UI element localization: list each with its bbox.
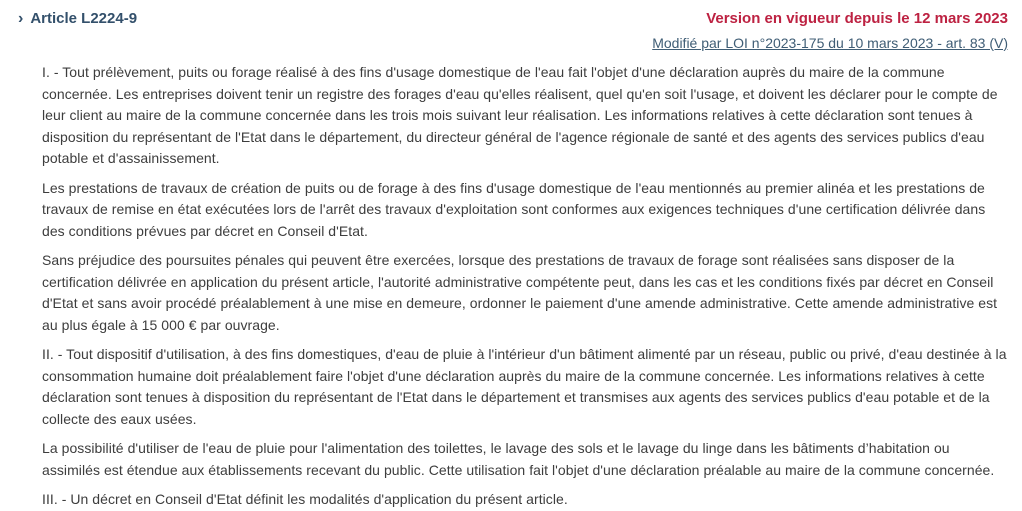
version-meta [652,9,1008,53]
article-paragraph-I: I. - Tout prélèvement, puits ou forage réalisé à des fins d'usage domestique de l'eau fait l'objet d'une déclaration auprès du maire de la commune concernée. Les entreprises doivent tenir un registre des forages d'eau qu'elles réalisent, quel qu'en soit l'usage, et doivent les déclarer pour le compte de leur client au maire de la commune concernée dans les trois mois suivant leur réalisation. Les informations relatives à cette déclaration sont tenues à disposition du représentant de l'Etat dans le département, du directeur général de l'agence régionale de santé et des agents des services publics d'eau potable et d'assainissement. [42,64,998,166]
article-body [0,53,1022,511]
modified-by-law-link[interactable]: Modifié par LOI n°2023-175 du 10 mars 2023 - art. 83 (V) [652,35,1008,51]
article-title-text: Article L2224-9 [30,10,138,27]
article-paragraph-certification: Les prestations de travaux de création de puits ou de forage à des fins d'usage domestique de l'eau mentionnés au premier alinéa et les prestations de travaux de remise en état exécutées lors de l'arrêt des travaux d'exploitation sont conformes aux exigences techniques d'une certification délivrée dans des conditions prévues par décret en Conseil d'Etat. [42,179,986,239]
article-paragraph-amende: Sans préjudice des poursuites pénales qui peuvent être exercées, lorsque des prestations de travaux de forage sont réalisées sans disposer de la certification délivrée en application du présent article, l'autorité administrative compétente peut, dans les cas et les conditions fixés par décret en Conseil d'Etat et sans avoir procédé préalablement à une mise en demeure, ordonner le paiement d'une amende administrative. Cette amende administrative est au plus égale à 15 000 € par ouvrage. [42,252,998,333]
article-paragraph-II: II. - Tout dispositif d'utilisation, à des fins domestiques, d'eau de pluie à l'intérieur d'un bâtiment alimenté par un réseau, public ou privé, d'eau destinée à la consommation humaine doit préalablement faire l'objet d'une déclaration auprès du maire de la commune concernée. Les informations relatives à cette déclaration sont tenues à disposition du représentant de l'Etat dans le département et transmises aux agents des services publics d'eau potable et de la collecte des eaux usées. [42,346,1007,427]
article-title-link[interactable] [18,9,137,29]
version-status-label: Version en vigueur depuis le 12 mars 2023 [706,10,1008,27]
article-paragraph-III: III. - Un décret en Conseil d'Etat définit les modalités d'application du présent article. [42,491,568,507]
chevron-right-icon: › [18,10,24,27]
article-paragraph-eau-de-pluie: La possibilité d'utiliser de l'eau de pluie pour l'alimentation des toilettes, le lavage des sols et le lavage du linge dans les bâtiments d’habitation ou assimilés est étendue aux établissements recevant du public. Cette utilisation fait l'objet d'une déclaration préalable au maire de la commune concernée. [42,440,995,478]
article-header [0,0,1022,53]
